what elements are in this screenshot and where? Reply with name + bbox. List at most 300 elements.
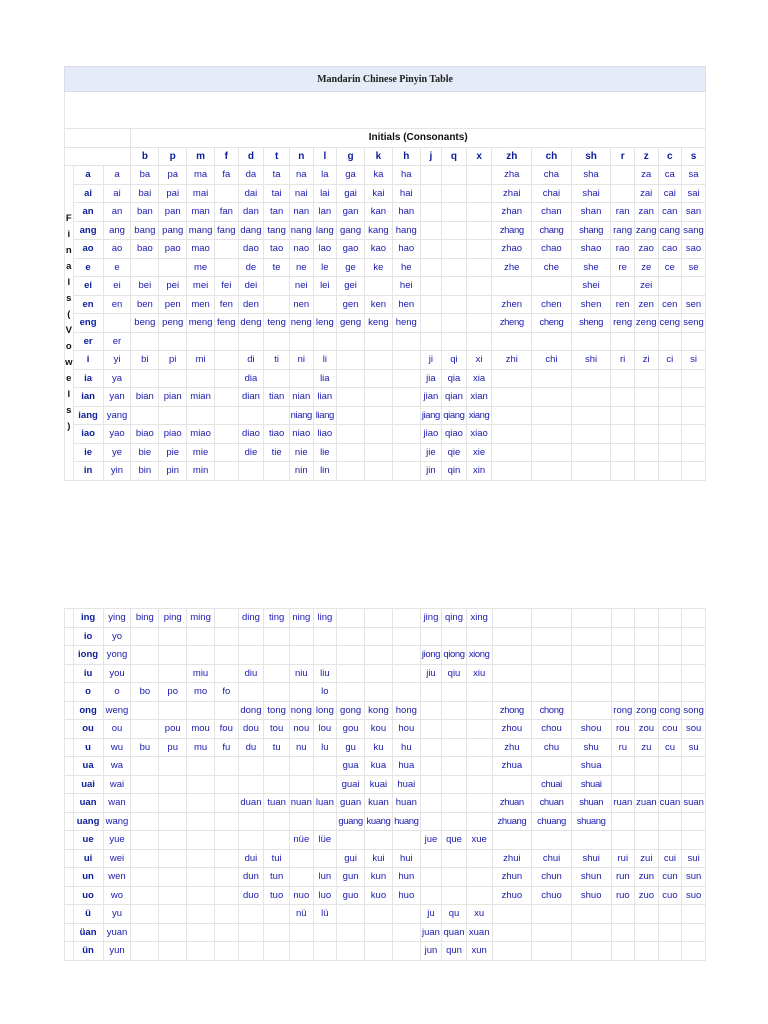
syllable-cell: yan bbox=[103, 388, 131, 407]
syllable-cell bbox=[264, 462, 290, 481]
syllable-cell bbox=[658, 812, 682, 831]
syllable-cell: chen bbox=[532, 295, 572, 314]
syllable-cell: si bbox=[682, 351, 706, 370]
final-row-iang bbox=[65, 406, 706, 425]
syllable-cell bbox=[466, 849, 492, 868]
syllable-cell bbox=[682, 462, 706, 481]
syllable-cell bbox=[611, 369, 635, 388]
syllable-cell: ta bbox=[264, 166, 290, 185]
syllable-cell: sou bbox=[682, 720, 706, 739]
syllable-cell bbox=[466, 683, 492, 702]
final-label: uai bbox=[73, 775, 103, 794]
syllable-cell: hua bbox=[392, 757, 420, 776]
syllable-cell bbox=[187, 646, 215, 665]
syllable-cell bbox=[215, 701, 239, 720]
initial-l: l bbox=[313, 147, 337, 166]
syllable-cell: shei bbox=[571, 277, 611, 296]
syllable-cell bbox=[532, 609, 572, 628]
syllable-cell bbox=[264, 923, 290, 942]
syllable-cell bbox=[392, 609, 420, 628]
syllable-cell bbox=[442, 277, 467, 296]
syllable-cell bbox=[442, 332, 467, 351]
syllable-cell bbox=[466, 332, 492, 351]
syllable-cell: zhang bbox=[492, 221, 532, 240]
syllable-cell bbox=[420, 277, 441, 296]
syllable-cell bbox=[392, 683, 420, 702]
syllable-cell: dia bbox=[238, 369, 264, 388]
final-row-ua bbox=[65, 757, 706, 776]
syllable-cell bbox=[466, 720, 492, 739]
syllable-cell: qian bbox=[442, 388, 467, 407]
syllable-cell bbox=[658, 646, 682, 665]
initial-b: b bbox=[131, 147, 159, 166]
syllable-cell: ben bbox=[131, 295, 159, 314]
syllable-cell bbox=[532, 425, 572, 444]
syllable-cell: liang bbox=[313, 406, 337, 425]
spacer-cell bbox=[65, 831, 74, 850]
syllable-cell: me bbox=[187, 258, 215, 277]
syllable-cell bbox=[131, 258, 159, 277]
syllable-cell bbox=[571, 942, 611, 961]
syllable-cell bbox=[492, 277, 532, 296]
final-row-ang bbox=[65, 221, 706, 240]
syllable-cell bbox=[442, 627, 467, 646]
spacer-cell bbox=[65, 942, 74, 961]
syllable-cell bbox=[131, 646, 159, 665]
syllable-cell bbox=[289, 369, 313, 388]
syllable-cell bbox=[466, 738, 492, 757]
syllable-cell: gui bbox=[337, 849, 365, 868]
syllable-cell: chu bbox=[532, 738, 572, 757]
syllable-cell: shua bbox=[571, 757, 611, 776]
syllable-cell bbox=[420, 627, 441, 646]
syllable-cell: yo bbox=[103, 627, 131, 646]
syllable-cell bbox=[420, 720, 441, 739]
final-row-ou bbox=[65, 720, 706, 739]
spacer-cell bbox=[65, 905, 74, 924]
syllable-cell: hei bbox=[392, 277, 420, 296]
syllable-cell: long bbox=[313, 701, 337, 720]
syllable-cell bbox=[442, 258, 467, 277]
syllable-cell bbox=[682, 609, 706, 628]
syllable-cell bbox=[337, 627, 365, 646]
syllable-cell bbox=[658, 406, 682, 425]
syllable-cell bbox=[634, 369, 658, 388]
syllable-cell bbox=[337, 332, 365, 351]
syllable-cell: liu bbox=[313, 664, 337, 683]
syllable-cell bbox=[532, 831, 572, 850]
syllable-cell: shao bbox=[571, 240, 611, 259]
syllable-cell bbox=[492, 683, 532, 702]
syllable-cell: gua bbox=[337, 757, 365, 776]
syllable-cell bbox=[466, 757, 492, 776]
syllable-cell bbox=[635, 812, 659, 831]
syllable-cell bbox=[466, 701, 492, 720]
spacer-cell bbox=[65, 757, 74, 776]
final-label: ian bbox=[73, 388, 103, 407]
syllable-cell: lin bbox=[313, 462, 337, 481]
syllable-cell: ang bbox=[103, 221, 131, 240]
syllable-cell bbox=[238, 905, 264, 924]
syllable-cell bbox=[611, 683, 635, 702]
syllable-cell: er bbox=[103, 332, 131, 351]
syllable-cell bbox=[442, 720, 467, 739]
syllable-cell: sui bbox=[682, 849, 706, 868]
syllable-cell: ci bbox=[658, 351, 682, 370]
syllable-cell: sun bbox=[682, 868, 706, 887]
syllable-cell bbox=[364, 277, 392, 296]
final-row-ian bbox=[65, 388, 706, 407]
syllable-cell: kao bbox=[364, 240, 392, 259]
final-row-an bbox=[65, 203, 706, 222]
syllable-cell bbox=[313, 627, 337, 646]
blank-row bbox=[64, 92, 706, 128]
syllable-cell: lüe bbox=[313, 831, 337, 850]
syllable-cell: le bbox=[313, 258, 337, 277]
syllable-cell bbox=[159, 794, 187, 813]
syllable-cell bbox=[337, 351, 365, 370]
syllable-cell bbox=[611, 812, 635, 831]
syllable-cell bbox=[492, 443, 532, 462]
syllable-cell: deng bbox=[238, 314, 264, 333]
finals-heading-char: e bbox=[66, 372, 72, 384]
syllable-cell: pi bbox=[159, 351, 187, 370]
syllable-cell bbox=[682, 664, 706, 683]
initial-z: z bbox=[634, 147, 658, 166]
syllable-cell: seng bbox=[682, 314, 706, 333]
syllable-cell: wa bbox=[103, 757, 131, 776]
syllable-cell bbox=[215, 812, 239, 831]
syllable-cell: sao bbox=[682, 240, 706, 259]
syllable-cell: gei bbox=[337, 277, 365, 296]
syllable-cell: weng bbox=[103, 701, 131, 720]
syllable-cell: pin bbox=[159, 462, 187, 481]
syllable-cell bbox=[313, 775, 337, 794]
syllable-cell bbox=[264, 332, 290, 351]
syllable-cell: chuai bbox=[532, 775, 572, 794]
syllable-cell bbox=[466, 775, 492, 794]
syllable-cell bbox=[682, 942, 706, 961]
syllable-cell: yang bbox=[103, 406, 131, 425]
syllable-cell bbox=[571, 683, 611, 702]
syllable-cell bbox=[492, 831, 532, 850]
syllable-cell: guo bbox=[337, 886, 365, 905]
syllable-cell bbox=[215, 332, 239, 351]
syllable-cell: cao bbox=[658, 240, 682, 259]
syllable-cell bbox=[635, 646, 659, 665]
syllable-cell: yun bbox=[103, 942, 131, 961]
syllable-cell bbox=[264, 683, 290, 702]
syllable-cell bbox=[658, 462, 682, 481]
syllable-cell bbox=[131, 332, 159, 351]
syllable-cell bbox=[337, 425, 365, 444]
syllable-cell bbox=[635, 923, 659, 942]
syllable-cell: qiang bbox=[442, 406, 467, 425]
syllable-cell: heng bbox=[392, 314, 420, 333]
syllable-cell bbox=[290, 683, 314, 702]
syllable-cell: gang bbox=[337, 221, 365, 240]
syllable-cell bbox=[290, 775, 314, 794]
syllable-cell: jue bbox=[420, 831, 441, 850]
syllable-cell: zou bbox=[635, 720, 659, 739]
syllable-cell bbox=[364, 388, 392, 407]
syllable-cell bbox=[313, 923, 337, 942]
syllable-cell bbox=[313, 295, 337, 314]
syllable-cell: mai bbox=[187, 184, 215, 203]
syllable-cell bbox=[658, 831, 682, 850]
syllable-cell: wan bbox=[103, 794, 131, 813]
syllable-cell bbox=[492, 664, 532, 683]
final-label: iu bbox=[73, 664, 103, 683]
syllable-cell: wu bbox=[103, 738, 131, 757]
syllable-cell: mou bbox=[187, 720, 215, 739]
syllable-cell: lie bbox=[313, 443, 337, 462]
syllable-cell: jiong bbox=[420, 646, 441, 665]
syllable-cell: luo bbox=[313, 886, 337, 905]
syllable-cell: nü bbox=[290, 905, 314, 924]
syllable-cell: geng bbox=[337, 314, 365, 333]
syllable-cell: che bbox=[532, 258, 572, 277]
syllable-cell bbox=[682, 757, 706, 776]
syllable-cell bbox=[571, 462, 611, 481]
syllable-cell bbox=[658, 683, 682, 702]
syllable-cell: zuo bbox=[635, 886, 659, 905]
syllable-cell bbox=[364, 332, 392, 351]
spacer-cell bbox=[65, 683, 74, 702]
syllable-cell: yue bbox=[103, 831, 131, 850]
syllable-cell: hao bbox=[392, 240, 420, 259]
syllable-cell: suo bbox=[682, 886, 706, 905]
syllable-cell: hun bbox=[392, 868, 420, 887]
syllable-cell bbox=[466, 868, 492, 887]
syllable-cell bbox=[365, 923, 393, 942]
initial-q: q bbox=[442, 147, 467, 166]
syllable-cell: zhen bbox=[492, 295, 532, 314]
syllable-cell: meng bbox=[187, 314, 215, 333]
final-label: ong bbox=[73, 701, 103, 720]
syllable-cell: tou bbox=[264, 720, 290, 739]
pinyin-grid-top bbox=[64, 128, 706, 481]
syllable-cell: chao bbox=[532, 240, 572, 259]
syllable-cell: li bbox=[313, 351, 337, 370]
syllable-cell bbox=[658, 332, 682, 351]
syllable-cell: ning bbox=[290, 609, 314, 628]
syllable-cell bbox=[682, 812, 706, 831]
syllable-cell: hen bbox=[392, 295, 420, 314]
syllable-cell: chuang bbox=[532, 812, 572, 831]
syllable-cell bbox=[492, 775, 532, 794]
syllable-cell: ca bbox=[658, 166, 682, 185]
final-label: ao bbox=[73, 240, 103, 259]
syllable-cell bbox=[682, 683, 706, 702]
syllable-cell: que bbox=[442, 831, 467, 850]
final-label: o bbox=[73, 683, 103, 702]
initial-h: h bbox=[392, 147, 420, 166]
syllable-cell: zhuan bbox=[492, 794, 532, 813]
syllable-cell: she bbox=[571, 258, 611, 277]
final-label: en bbox=[73, 295, 103, 314]
syllable-cell: shan bbox=[571, 203, 611, 222]
final-row-un bbox=[65, 868, 706, 887]
syllable-cell: pei bbox=[159, 277, 187, 296]
finals-heading-char: o bbox=[65, 340, 72, 352]
syllable-cell bbox=[532, 757, 572, 776]
syllable-cell bbox=[159, 923, 187, 942]
syllable-cell: lan bbox=[313, 203, 337, 222]
initial-m: m bbox=[187, 147, 215, 166]
syllable-cell bbox=[492, 609, 532, 628]
initial-sh: sh bbox=[571, 147, 611, 166]
syllable-cell bbox=[337, 388, 365, 407]
syllable-cell: peng bbox=[159, 314, 187, 333]
final-row-io bbox=[65, 627, 706, 646]
syllable-cell: zao bbox=[634, 240, 658, 259]
final-label: iao bbox=[73, 425, 103, 444]
syllable-cell: dan bbox=[238, 203, 264, 222]
syllable-cell bbox=[420, 166, 441, 185]
syllable-cell: ti bbox=[264, 351, 290, 370]
syllable-cell: nei bbox=[289, 277, 313, 296]
syllable-cell bbox=[131, 868, 159, 887]
syllable-cell bbox=[682, 277, 706, 296]
syllable-cell: ba bbox=[131, 166, 159, 185]
final-row-e bbox=[65, 258, 706, 277]
syllable-cell bbox=[365, 627, 393, 646]
syllable-cell: sen bbox=[682, 295, 706, 314]
syllable-cell bbox=[492, 942, 532, 961]
syllable-cell bbox=[392, 369, 420, 388]
syllable-cell: song bbox=[682, 701, 706, 720]
syllable-cell: nu bbox=[290, 738, 314, 757]
syllable-cell: nong bbox=[290, 701, 314, 720]
syllable-cell: ceng bbox=[658, 314, 682, 333]
syllable-cell bbox=[420, 221, 441, 240]
syllable-cell: niang bbox=[289, 406, 313, 425]
syllable-cell: dui bbox=[238, 849, 264, 868]
syllable-cell: pa bbox=[159, 166, 187, 185]
syllable-cell bbox=[420, 812, 441, 831]
syllable-cell bbox=[635, 683, 659, 702]
syllable-cell: lai bbox=[313, 184, 337, 203]
syllable-cell bbox=[611, 406, 635, 425]
syllable-cell: niao bbox=[289, 425, 313, 444]
initials-heading: Initials (Consonants) bbox=[131, 129, 706, 148]
syllable-cell bbox=[131, 812, 159, 831]
syllable-cell: chai bbox=[532, 184, 572, 203]
syllable-cell bbox=[290, 757, 314, 776]
final-row-ui bbox=[65, 849, 706, 868]
syllable-cell: shang bbox=[571, 221, 611, 240]
syllable-cell: nao bbox=[289, 240, 313, 259]
syllable-cell: kou bbox=[365, 720, 393, 739]
syllable-cell: nan bbox=[289, 203, 313, 222]
final-row-ue bbox=[65, 831, 706, 850]
syllable-cell: yin bbox=[103, 462, 131, 481]
syllable-cell bbox=[159, 905, 187, 924]
syllable-cell: ruan bbox=[611, 794, 635, 813]
syllable-cell bbox=[215, 425, 239, 444]
final-label: ia bbox=[73, 369, 103, 388]
syllable-cell: ran bbox=[611, 203, 635, 222]
final-label: uan bbox=[73, 794, 103, 813]
syllable-cell: miao bbox=[187, 425, 215, 444]
syllable-cell bbox=[337, 664, 365, 683]
initial-zh: zh bbox=[492, 147, 532, 166]
final-label: io bbox=[73, 627, 103, 646]
syllable-cell bbox=[365, 683, 393, 702]
syllable-cell bbox=[238, 332, 264, 351]
syllable-cell bbox=[442, 314, 467, 333]
syllable-cell: fang bbox=[215, 221, 239, 240]
syllable-cell bbox=[420, 757, 441, 776]
syllable-cell bbox=[187, 794, 215, 813]
syllable-cell: guan bbox=[337, 794, 365, 813]
finals-heading bbox=[65, 166, 74, 481]
syllable-cell: gen bbox=[337, 295, 365, 314]
syllable-cell bbox=[658, 609, 682, 628]
syllable-cell bbox=[131, 775, 159, 794]
syllable-cell: mian bbox=[187, 388, 215, 407]
syllable-cell: zhu bbox=[492, 738, 532, 757]
syllable-cell: pang bbox=[159, 221, 187, 240]
syllable-cell bbox=[364, 443, 392, 462]
syllable-cell bbox=[420, 775, 441, 794]
syllable-cell: shuo bbox=[571, 886, 611, 905]
syllable-cell bbox=[420, 314, 441, 333]
syllable-cell bbox=[392, 388, 420, 407]
syllable-cell bbox=[264, 831, 290, 850]
syllable-cell bbox=[658, 775, 682, 794]
syllable-cell: leng bbox=[313, 314, 337, 333]
syllable-cell bbox=[682, 425, 706, 444]
syllable-cell bbox=[215, 794, 239, 813]
syllable-cell bbox=[392, 462, 420, 481]
final-row-uang bbox=[65, 812, 706, 831]
syllable-cell bbox=[215, 905, 239, 924]
syllable-cell: bi bbox=[131, 351, 159, 370]
syllable-cell bbox=[682, 646, 706, 665]
syllable-cell: dong bbox=[238, 701, 264, 720]
final-label: ing bbox=[73, 609, 103, 628]
syllable-cell: qun bbox=[442, 942, 467, 961]
final-row-ai bbox=[65, 184, 706, 203]
syllable-cell: he bbox=[392, 258, 420, 277]
syllable-cell: chuan bbox=[532, 794, 572, 813]
syllable-cell bbox=[532, 388, 572, 407]
table-title: Mandarin Chinese Pinyin Table bbox=[64, 66, 706, 92]
syllable-cell bbox=[187, 849, 215, 868]
syllable-cell bbox=[264, 369, 290, 388]
syllable-cell bbox=[264, 277, 290, 296]
syllable-cell: wo bbox=[103, 886, 131, 905]
initial-k: k bbox=[364, 147, 392, 166]
syllable-cell bbox=[290, 627, 314, 646]
syllable-cell bbox=[215, 240, 239, 259]
syllable-cell bbox=[392, 942, 420, 961]
syllable-cell: gun bbox=[337, 868, 365, 887]
finals-heading-char: ( bbox=[67, 308, 71, 320]
syllable-cell: xiu bbox=[466, 664, 492, 683]
syllable-cell: zong bbox=[635, 701, 659, 720]
final-label: uo bbox=[73, 886, 103, 905]
syllable-cell: qi bbox=[442, 351, 467, 370]
syllable-cell: wen bbox=[103, 868, 131, 887]
final-label: i bbox=[73, 351, 103, 370]
finals-heading-char: ) bbox=[67, 420, 71, 432]
syllable-cell bbox=[392, 425, 420, 444]
syllable-cell: duan bbox=[238, 794, 264, 813]
finals-heading-char: s bbox=[66, 292, 72, 304]
